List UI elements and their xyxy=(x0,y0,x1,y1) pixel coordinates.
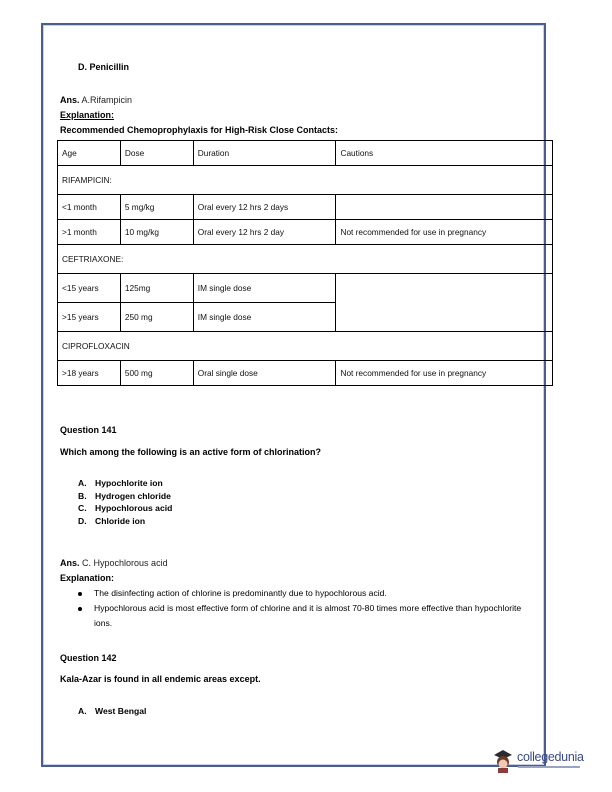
explanation-label: Explanation: xyxy=(60,573,115,583)
table-row xyxy=(58,195,553,220)
cell-duration: Oral every 12 hrs 2 days xyxy=(193,195,336,220)
cell-age: >1 month xyxy=(58,220,121,245)
cell-cautions: Not recommended for use in pregnancy xyxy=(336,220,553,245)
cell-age: <1 month xyxy=(58,195,121,220)
cell-dose: 10 mg/kg xyxy=(120,220,193,245)
question-142-text: Kala-Azar is found in all endemic areas except. xyxy=(60,674,261,684)
question-142-options xyxy=(78,705,146,718)
option-letter: A. xyxy=(78,478,87,488)
bullet-icon xyxy=(78,592,82,596)
answer-value: A.Rifampicin xyxy=(81,95,133,105)
question-141-text: Which among the following is an active form of chlorination? xyxy=(60,447,322,457)
bullet-text: The disinfecting action of chlorine is predominantly due to hypochlorous acid. xyxy=(94,588,387,598)
option-d-penicillin: D. Penicillin xyxy=(78,62,130,72)
cell-age: <15 years xyxy=(58,274,121,303)
cell-age: >18 years xyxy=(58,361,121,386)
collegedunia-logo xyxy=(492,747,592,775)
option-a xyxy=(78,477,172,490)
header-dose: Dose xyxy=(120,141,193,166)
section-row-rifampicin xyxy=(58,166,553,195)
explanation-bullets xyxy=(78,586,538,631)
answer-value: C. Hypochlorous acid xyxy=(82,558,168,568)
answer-label: Ans. xyxy=(60,95,80,105)
table-row xyxy=(58,220,553,245)
option-text: Hypochlorite ion xyxy=(95,478,163,488)
bullet-item xyxy=(78,586,538,601)
answer-label: Ans. xyxy=(60,558,80,568)
answer-line-141 xyxy=(60,558,168,569)
option-letter: C. xyxy=(78,503,87,513)
table-row xyxy=(58,361,553,386)
cell-dose: 250 mg xyxy=(120,303,193,332)
cell-duration: Oral every 12 hrs 2 day xyxy=(193,220,336,245)
bullet-item xyxy=(78,601,524,631)
logo-text: collegedunia xyxy=(517,750,584,764)
cell-age: >15 years xyxy=(58,303,121,332)
table-header-row xyxy=(58,141,553,166)
table-title: Recommended Chemoprophylaxis for High-Risk Close Contacts: xyxy=(60,125,339,135)
cell-cautions xyxy=(336,195,553,220)
question-142-heading: Question 142 xyxy=(60,653,117,663)
cell-duration: IM single dose xyxy=(193,303,336,332)
header-duration: Duration xyxy=(193,141,336,166)
explanation-label: Explanation: xyxy=(60,110,115,120)
mascot-icon xyxy=(492,749,514,773)
header-age: Age xyxy=(58,141,121,166)
cell-dose: 125mg xyxy=(120,274,193,303)
question-141-heading: Question 141 xyxy=(60,425,117,435)
option-text: Chloride ion xyxy=(95,515,146,526)
option-a xyxy=(78,705,146,718)
bullet-icon xyxy=(78,607,82,611)
section-name: CIPROFLOXACIN xyxy=(58,332,553,361)
cell-dose: 500 mg xyxy=(120,361,193,386)
option-letter: B. xyxy=(78,490,87,501)
cell-dose: 5 mg/kg xyxy=(120,195,193,220)
section-name: CEFTRIAXONE: xyxy=(58,245,553,274)
option-text: Hypochlorous acid xyxy=(95,503,173,513)
option-c xyxy=(78,502,172,515)
option-text: West Bengal xyxy=(95,706,147,716)
question-141-options xyxy=(78,477,172,527)
bullet-text: Hypochlorous acid is most effective form of chlorine and it is almost 70-80 times more effective than hypochlorite ions. xyxy=(94,603,522,628)
cell-duration: IM single dose xyxy=(193,274,336,303)
chemoprophylaxis-table xyxy=(57,140,553,386)
header-cautions: Cautions xyxy=(336,141,553,166)
section-row-ceftriaxone xyxy=(58,245,553,274)
cell-cautions-merged xyxy=(336,274,553,332)
section-name: RIFAMPICIN: xyxy=(58,166,553,195)
cell-duration: Oral single dose xyxy=(193,361,336,386)
table-row xyxy=(58,274,553,303)
option-b xyxy=(78,490,172,503)
option-d xyxy=(78,515,172,528)
answer-line-140 xyxy=(60,95,132,106)
option-text: Hydrogen chloride xyxy=(95,490,171,501)
cell-cautions: Not recommended for use in pregnancy xyxy=(336,361,553,386)
option-letter: A. xyxy=(78,706,87,716)
option-letter: D. xyxy=(78,515,87,526)
section-row-ciprofloxacin xyxy=(58,332,553,361)
logo-tagline xyxy=(518,766,580,768)
